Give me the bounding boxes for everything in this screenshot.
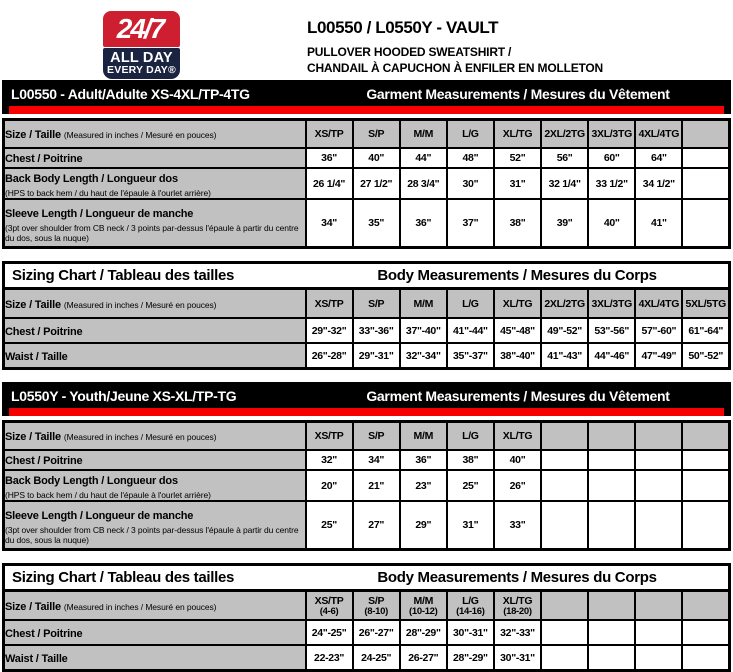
size-column-label: 3XL/3TG [591, 297, 632, 310]
size-label: Size / Taille [5, 298, 61, 311]
size-column-header [447, 120, 494, 149]
table-title-left: L0550Y - Youth/Jeune XS-XL/TP-TG [11, 387, 237, 404]
measurement-value-cell: 29"-31" [353, 343, 400, 369]
red-accent-bar [9, 408, 724, 416]
measurement-row [4, 148, 730, 168]
size-label-cell [4, 591, 306, 621]
table-title-left: L00550 - Adult/Adulte XS-4XL/TP-4TG [11, 85, 250, 102]
measurement-value-cell [541, 450, 588, 470]
measurement-row [4, 343, 730, 369]
row-label-cell [4, 318, 306, 343]
size-column-label: L/G [462, 594, 479, 607]
size-column-header [447, 422, 494, 451]
size-label: Size / Taille [5, 600, 61, 613]
size-column-label: 4XL/4TG [638, 128, 680, 140]
measurement-value-cell: 26" [494, 470, 541, 501]
measurement-value-cell: 22-23" [306, 645, 353, 671]
measurement-value-cell [682, 620, 729, 645]
size-column-label: M/M [413, 128, 434, 140]
measurements-table [2, 589, 731, 672]
measurement-value-cell: 36" [400, 199, 447, 248]
measurement-value-cell: 44" [400, 148, 447, 168]
size-column-header [353, 591, 400, 621]
size-column-header [682, 120, 729, 149]
measurements-table [2, 287, 731, 370]
red-accent-bar [9, 106, 724, 114]
document-header [0, 0, 733, 80]
measurement-value-cell: 33" [494, 501, 541, 550]
measurement-value-cell: 30" [447, 168, 494, 199]
measurement-value-cell: 44"-46" [588, 343, 635, 369]
size-column-label: XL/TG [502, 430, 533, 442]
size-column-label: XS/TP [314, 128, 344, 140]
table-title-row [2, 83, 731, 104]
measurement-value-cell: 35"-37" [447, 343, 494, 369]
measurement-value-cell: 34" [353, 450, 400, 470]
size-column-sublabel: (14-16) [456, 605, 485, 617]
product-title-block [307, 18, 603, 75]
measurement-value-cell: 39" [541, 199, 588, 248]
table-title-band [2, 80, 731, 114]
row-label-cell [4, 620, 306, 645]
size-column-header [588, 422, 635, 451]
measurement-value-cell: 31" [447, 501, 494, 550]
measurement-value-cell: 41" [635, 199, 682, 248]
sizing-chart-title-right: Body Measurements / Mesures du Corps [377, 267, 657, 284]
size-column-header [494, 591, 541, 621]
measurement-value-cell: 64" [635, 148, 682, 168]
measurement-value-cell [635, 501, 682, 550]
measurement-value-cell: 47"-49" [635, 343, 682, 369]
measurement-value-cell: 32" [306, 450, 353, 470]
measurement-value-cell: 45"-48" [494, 318, 541, 343]
measurement-value-cell: 41"-43" [541, 343, 588, 369]
size-column-header [494, 289, 541, 319]
row-label-note: (HPS to back hem / du haut de l'épaule à l'ourlet arrière) [5, 188, 211, 198]
size-column-header [682, 591, 729, 621]
logo-top-badge [103, 11, 180, 47]
size-label-cell [4, 422, 306, 451]
measurement-row [4, 470, 730, 501]
product-subtitle-fr: CHANDAIL À CAPUCHON À ENFILER EN MOLLETON [307, 61, 604, 75]
measurement-value-cell: 28 3/4" [400, 168, 447, 199]
measurement-value-cell [682, 450, 729, 470]
size-label-note: (Measured in inches / Mesuré en pouces) [63, 130, 217, 140]
size-column-header [541, 120, 588, 149]
size-column-header [306, 120, 353, 149]
row-label: Sleeve Length / Longueur de manche [5, 509, 194, 522]
measurement-value-cell [588, 470, 635, 501]
measurement-value-cell: 30"-31" [494, 645, 541, 671]
measurement-row [4, 318, 730, 343]
size-column-header [353, 120, 400, 149]
measurement-value-cell: 52" [494, 148, 541, 168]
size-label-cell [4, 289, 306, 319]
measurement-value-cell: 49"-52" [541, 318, 588, 343]
row-label-cell [4, 343, 306, 369]
measurement-value-cell: 32"-33" [494, 620, 541, 645]
logo-allday-text: ALL DAY [110, 50, 173, 66]
sizing-chart-title-band [2, 261, 731, 287]
size-column-label: XS/TP [314, 594, 344, 607]
measurement-value-cell: 27" [353, 501, 400, 550]
measurement-value-cell: 25" [306, 501, 353, 550]
size-chart-table [2, 563, 731, 672]
size-column-header [682, 422, 729, 451]
size-column-label: S/P [368, 430, 385, 442]
measurement-value-cell: 23" [400, 470, 447, 501]
size-chart-table [2, 261, 731, 370]
measurement-value-cell: 41"-44" [447, 318, 494, 343]
measurement-value-cell: 26"-27" [353, 620, 400, 645]
measurement-value-cell: 36" [400, 450, 447, 470]
size-column-label: XL/TG [502, 594, 533, 607]
measurement-value-cell [682, 470, 729, 501]
row-label: Sleeve Length / Longueur de manche [5, 207, 194, 220]
measurement-value-cell: 28"-29" [400, 620, 447, 645]
size-column-label: S/P [368, 128, 385, 140]
size-label-note: (Measured in inches / Mesuré en pouces) [63, 432, 217, 442]
size-column-label: 4XL/4TG [638, 297, 680, 310]
sizing-chart-title-right: Body Measurements / Mesures du Corps [377, 569, 657, 586]
measurement-row [4, 168, 730, 199]
size-column-header [353, 289, 400, 319]
size-column-header [400, 591, 447, 621]
measurement-value-cell: 38"-40" [494, 343, 541, 369]
size-column-sublabel: (10-12) [409, 605, 438, 617]
measurement-value-cell [635, 620, 682, 645]
size-column-header [494, 120, 541, 149]
measurement-value-cell: 60" [588, 148, 635, 168]
size-column-header [635, 289, 682, 319]
measurement-value-cell: 40" [353, 148, 400, 168]
measurement-value-cell: 26 1/4" [306, 168, 353, 199]
measurement-value-cell: 53"-56" [588, 318, 635, 343]
measurement-value-cell: 38" [447, 450, 494, 470]
measurement-row [4, 620, 730, 645]
size-column-label: XL/TG [502, 297, 533, 310]
measurement-value-cell: 48" [447, 148, 494, 168]
logo-everyday-text: EVERY DAY® [107, 64, 176, 76]
size-column-header [306, 591, 353, 621]
size-column-sublabel: (4-6) [319, 605, 339, 617]
measurement-value-cell: 33 1/2" [588, 168, 635, 199]
table-title-row [2, 385, 731, 406]
measurement-value-cell [635, 470, 682, 501]
size-column-header [588, 120, 635, 149]
size-column-label: M/M [413, 297, 434, 310]
size-label: Size / Taille [5, 129, 61, 141]
size-column-header [541, 591, 588, 621]
size-column-label: 2XL/2TG [544, 128, 585, 140]
size-chart-table [2, 382, 731, 551]
measurement-value-cell [541, 501, 588, 550]
measurement-value-cell [588, 450, 635, 470]
size-column-label: S/P [368, 594, 385, 607]
row-label: Waist / Taille [5, 350, 68, 363]
size-column-label: M/M [413, 594, 434, 607]
size-header-row [4, 289, 730, 319]
size-column-header [682, 289, 729, 319]
measurement-value-cell: 32 1/4" [541, 168, 588, 199]
size-column-label: 3XL/3TG [591, 128, 632, 140]
sizing-chart-title-band [2, 563, 731, 589]
measurement-value-cell: 34 1/2" [635, 168, 682, 199]
measurement-value-cell [588, 501, 635, 550]
measurement-row [4, 501, 730, 550]
measurement-value-cell [682, 148, 729, 168]
size-column-label: 5XL/5TG [685, 297, 726, 310]
measurement-value-cell: 29" [400, 501, 447, 550]
measurement-value-cell: 57"-60" [635, 318, 682, 343]
size-column-header [400, 120, 447, 149]
measurement-row [4, 199, 730, 248]
measurement-value-cell: 25" [447, 470, 494, 501]
row-label: Back Body Length / Longueur dos [5, 173, 178, 185]
size-header-row [4, 422, 730, 451]
measurement-value-cell: 56" [541, 148, 588, 168]
table-title-band [2, 382, 731, 416]
measurement-value-cell: 37"-40" [400, 318, 447, 343]
size-column-header [400, 422, 447, 451]
measurement-value-cell: 27 1/2" [353, 168, 400, 199]
row-label-cell [4, 470, 306, 501]
row-label-cell [4, 148, 306, 168]
measurement-value-cell: 26-27" [400, 645, 447, 671]
logo-bottom-badge [103, 48, 180, 79]
size-label-cell [4, 120, 306, 149]
measurement-value-cell: 32"-34" [400, 343, 447, 369]
measurement-value-cell: 30"-31" [447, 620, 494, 645]
row-label-note: (HPS to back hem / du haut de l'épaule à l'ourlet arrière) [5, 490, 211, 500]
row-label-cell [4, 501, 306, 550]
size-column-header [635, 591, 682, 621]
size-label-note: (Measured in inches / Mesuré en pouces) [63, 299, 217, 310]
size-column-header [400, 289, 447, 319]
measurement-value-cell: 34" [306, 199, 353, 248]
size-column-header [588, 591, 635, 621]
size-column-header [447, 289, 494, 319]
brand-logo [103, 11, 180, 79]
size-chart-table [2, 80, 731, 249]
row-label: Chest / Poitrine [5, 153, 83, 165]
row-label-cell [4, 199, 306, 248]
size-column-header [306, 422, 353, 451]
size-column-label: XS/TP [314, 430, 344, 442]
product-subtitle-en: PULLOVER HOODED SWEATSHIRT / [307, 45, 512, 59]
measurement-value-cell: 36" [306, 148, 353, 168]
size-column-header [353, 422, 400, 451]
row-label: Chest / Poitrine [5, 627, 83, 640]
size-column-header [447, 591, 494, 621]
measurement-value-cell [682, 199, 729, 248]
measurement-value-cell: 24"-25" [306, 620, 353, 645]
size-label-note: (Measured in inches / Mesuré en pouces) [63, 601, 217, 612]
row-label-cell [4, 168, 306, 199]
row-label: Chest / Poitrine [5, 455, 83, 467]
measurement-value-cell: 40" [588, 199, 635, 248]
measurement-value-cell: 31" [494, 168, 541, 199]
measurement-value-cell: 24-25" [353, 645, 400, 671]
size-charts-container [0, 80, 733, 672]
size-column-header [588, 289, 635, 319]
measurement-value-cell: 35" [353, 199, 400, 248]
measurement-value-cell [588, 620, 635, 645]
size-header-row [4, 120, 730, 149]
table-title-right: Garment Measurements / Mesures du Vêtement [366, 387, 670, 404]
product-title: L00550 / L0550Y - VAULT [307, 18, 499, 37]
size-column-header [494, 422, 541, 451]
size-column-header [635, 120, 682, 149]
size-column-header [306, 289, 353, 319]
logo-247-text: 24/7 [116, 13, 164, 44]
measurement-value-cell: 40" [494, 450, 541, 470]
size-label: Size / Taille [5, 431, 61, 443]
size-header-row [4, 591, 730, 621]
size-column-header [541, 422, 588, 451]
size-column-label: M/M [413, 430, 434, 442]
size-column-label: L/G [462, 128, 479, 140]
row-label-note: (3pt over shoulder from CB neck / 3 points par-dessus l'épaule à partir du centre du dos, sous la nuque) [5, 222, 299, 243]
measurement-value-cell: 21" [353, 470, 400, 501]
measurement-value-cell: 28"-29" [447, 645, 494, 671]
size-column-label: XS/TP [314, 297, 344, 310]
measurement-value-cell: 33"-36" [353, 318, 400, 343]
sizing-chart-title-left: Sizing Chart / Tableau des tailles [12, 267, 235, 284]
measurement-value-cell [682, 168, 729, 199]
measurement-value-cell [541, 620, 588, 645]
measurement-value-cell [541, 470, 588, 501]
measurement-value-cell: 29"-32" [306, 318, 353, 343]
row-label: Chest / Poitrine [5, 325, 83, 338]
size-column-label: XL/TG [502, 128, 533, 140]
size-column-header [541, 289, 588, 319]
size-column-label: L/G [462, 430, 479, 442]
measurement-value-cell: 61"-64" [682, 318, 729, 343]
table-title-right: Garment Measurements / Mesures du Vêtement [366, 85, 670, 102]
measurement-value-cell: 20" [306, 470, 353, 501]
row-label: Back Body Length / Longueur dos [5, 475, 178, 487]
measurement-value-cell [635, 450, 682, 470]
measurement-row [4, 450, 730, 470]
measurements-table [2, 118, 731, 249]
size-column-header [635, 422, 682, 451]
size-column-sublabel: (8-10) [364, 605, 388, 617]
row-label-cell [4, 450, 306, 470]
measurement-value-cell [682, 501, 729, 550]
row-label: Waist / Taille [5, 652, 68, 665]
measurement-value-cell: 38" [494, 199, 541, 248]
size-column-sublabel: (18-20) [503, 605, 532, 617]
sizing-chart-title-left: Sizing Chart / Tableau des tailles [12, 569, 235, 586]
measurement-value-cell: 26"-28" [306, 343, 353, 369]
size-column-label: L/G [462, 297, 479, 310]
size-column-label: 2XL/2TG [544, 297, 585, 310]
row-label-note: (3pt over shoulder from CB neck / 3 points par-dessus l'épaule à partir du centre du dos, sous la nuque) [5, 524, 299, 545]
size-column-label: S/P [368, 297, 385, 310]
measurements-table [2, 420, 731, 551]
measurement-value-cell: 37" [447, 199, 494, 248]
measurement-value-cell: 50"-52" [682, 343, 729, 369]
